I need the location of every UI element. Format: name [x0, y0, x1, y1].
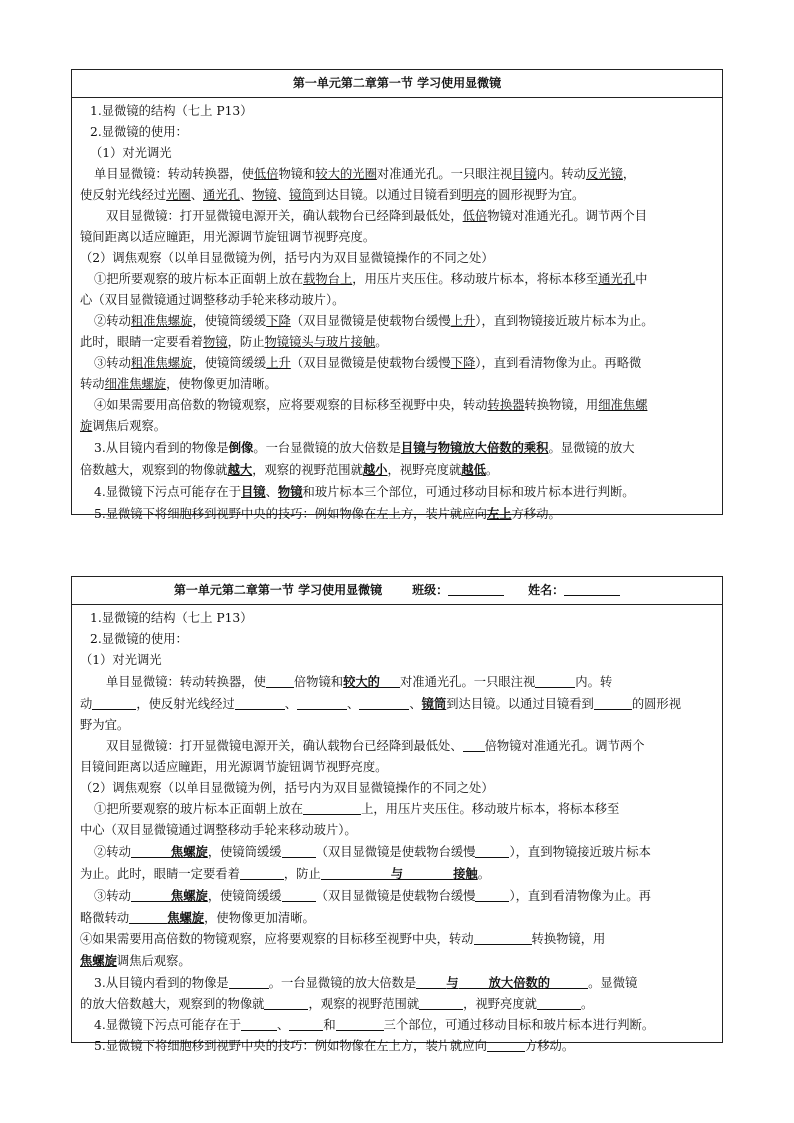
line-bino-2: 目镜间距离以适应瞳距，用光源调节旋钮调节视野亮度。 — [80, 760, 388, 774]
line-step1-b: 中心（双目显微镜通过调整移动手轮来移动玻片）。 — [80, 823, 357, 837]
line-step3-a: ③转动 焦螺旋，使镜筒缓缓 （双目显微镜是使载物台缓慢 ），直到看清物像为止。再 — [94, 888, 651, 903]
answer-blank[interactable] — [229, 974, 269, 989]
line-light-heading: （1）对光调光 — [80, 653, 162, 667]
answer-blank[interactable] — [594, 695, 632, 710]
answer-blank[interactable] — [359, 695, 409, 710]
answer-blank[interactable] — [475, 887, 509, 902]
line-step3-a: ③转动粗准焦螺旋，使镜筒缓缓上升（双目显微镜是使载物台缓慢下降），直到看清物像为止。再略微 — [94, 356, 642, 370]
answer-blank[interactable] — [131, 887, 171, 902]
line-dirt: 4.显微镜下污点可能存在于目镜、物镜和玻片标本三个部位，可通过移动目标和玻片标本进行判断。 — [94, 484, 635, 499]
answer-blank[interactable] — [463, 737, 485, 752]
line-step4-a: ④如果需要用高倍数的物镜观察，应将要观察的目标移至视野中央，转动转换器转换物镜，用细准焦螺 — [94, 398, 648, 412]
answer-blank[interactable] — [321, 865, 391, 880]
line-image-a: 3.从目镜内看到的物像是 。一台显微镜的放大倍数是 与 放大倍数的 。显微镜 — [94, 975, 638, 990]
line-step1-a: ①把所要观察的玻片标本正面朝上放在 上，用压片夹压住。移动玻片标本，将标本移至 — [94, 802, 620, 816]
answer-blank[interactable] — [235, 695, 285, 710]
line-move: 5.显微镜下将细胞移到视野中央的技巧：例如物像在左上方，装片就应向左上方移动。 — [94, 506, 561, 521]
answer-blank[interactable] — [264, 995, 308, 1010]
worksheet — [71, 576, 723, 1053]
answer-blank[interactable] — [131, 843, 171, 858]
line-dirt: 4.显微镜下污点可能存在于 、 和 三个部位，可通过移动目标和玻片标本进行判断。 — [94, 1018, 655, 1032]
line-focus-heading: （2）调焦观察（以单目显微镜为例，括号内为双目显微镜操作的不同之处） — [80, 251, 494, 265]
line-step2-b: 为止。此时，眼睛一定要看着 ，防止 与 接触。 — [80, 866, 491, 881]
line-step2-b: 此时，眼睛一定要看着物镜，防止物镜镜头与玻片接触。 — [80, 335, 388, 349]
line-step4-a: ④如果需要用高倍数的物镜观察，应将要观察的目标移至视野中央，转动 转换物镜，用 — [80, 932, 606, 946]
answer-blank[interactable] — [380, 673, 400, 688]
line-mono-2: 动 ，使反射光线经过 、 、 、镜筒到达目镜。以通过目镜看到 的圆形视 — [80, 696, 682, 711]
answer-blank[interactable] — [475, 843, 509, 858]
answer-blank[interactable] — [419, 995, 463, 1010]
line-light-heading: （1）对光调光 — [90, 146, 172, 160]
answer-blank[interactable] — [129, 909, 167, 924]
line-bino-1: 双目显微镜：打开显微镜电源开关，确认载物台已经降到最低处，低倍物镜对准通光孔。调节两个目 — [106, 209, 648, 223]
answer-blank[interactable] — [416, 974, 446, 989]
line-step1-a: ①把所要观察的玻片标本正面朝上放在载物台上，用压片夹压住。移动玻片标本，将标本移至通光孔中 — [94, 272, 648, 286]
line-mono-1: 单目显微镜：转动转换器，使低倍物镜和较大的光圈对准通光孔。一只眼注视目镜内。转动反光镜， — [94, 167, 636, 181]
name-blank[interactable] — [564, 581, 620, 596]
line-image-b: 的放大倍数越大，观察到的物像就 ，观察的视野范围就 ，视野亮度就 。 — [80, 997, 594, 1011]
answer-blank[interactable] — [303, 800, 361, 815]
line-image-b: 倍数越大，观察到的物像就越大，观察的视野范围就越小，视野亮度就越低。 — [80, 462, 499, 477]
answer-blank[interactable] — [297, 695, 347, 710]
class-label: 班级： — [412, 583, 449, 597]
answer-blank[interactable] — [403, 865, 453, 880]
answer-blank[interactable] — [535, 673, 575, 688]
answer-sheet — [71, 69, 723, 521]
answer-blank[interactable] — [282, 843, 316, 858]
line-mono-2: 使反射光线经过光圈、通光孔、物镜、镜筒到达目镜。以通过目镜看到明亮的圆形视野为宜。 — [80, 188, 585, 202]
sheet-title: 第一单元第二章第一节 学习使用显微镜 — [72, 70, 722, 98]
answer-blank[interactable] — [474, 930, 532, 945]
line-usage: 2.显微镜的使用： — [90, 632, 188, 646]
answer-blank[interactable] — [459, 974, 489, 989]
answer-blank[interactable] — [240, 865, 284, 880]
answer-blank[interactable] — [537, 995, 581, 1010]
line-step4-b: 旋调焦后观察。 — [80, 419, 167, 433]
line-bino-2: 镜间距离以适应瞳距，用光源调节旋钮调节视野亮度。 — [80, 230, 376, 244]
line-step4-b: 焦螺旋调焦后观察。 — [80, 953, 191, 968]
answer-blank[interactable] — [266, 673, 294, 688]
answer-blank[interactable] — [487, 1037, 525, 1052]
line-focus-heading: （2）调焦观察（以单目显微镜为例，括号内为双目显微镜操作的不同之处） — [80, 781, 494, 795]
answer-blank[interactable] — [289, 1016, 323, 1031]
line-mono-3: 野为宜。 — [80, 718, 130, 732]
answer-blank[interactable] — [92, 695, 136, 710]
line-mono-1: 单目显微镜：转动转换器，使 倍物镜和较大的 对准通光孔。一只眼注视 内。转 — [106, 674, 613, 689]
sheet-title: 第一单元第二章第一节 学习使用显微镜 班级： 姓名： — [72, 577, 722, 605]
line-move: 5.显微镜下将细胞移到视野中央的技巧：例如物像在左上方，装片就应向 方移动。 — [94, 1039, 575, 1053]
answer-blank[interactable] — [336, 1016, 384, 1031]
line-image-a: 3.从目镜内看到的物像是倒像。一台显微镜的放大倍数是目镜与物镜放大倍数的乘积。显微镜的放大 — [94, 440, 635, 455]
line-structure: 1.显微镜的结构（七上 P13） — [90, 611, 253, 625]
sheet-body — [72, 98, 722, 525]
line-structure: 1.显微镜的结构（七上 P13） — [90, 104, 253, 118]
answer-blank[interactable] — [282, 887, 316, 902]
line-step2-a: ②转动 焦螺旋，使镜筒缓缓 （双目显微镜是使载物台缓慢 ），直到物镜接近玻片标本 — [94, 844, 651, 859]
line-step2-a: ②转动粗准焦螺旋，使镜筒缓缓下降（双目显微镜是使载物台缓慢上升），直到物镜接近玻片标本为止。 — [94, 314, 654, 328]
answer-blank[interactable] — [550, 974, 588, 989]
line-step3-b: 转动细准焦螺旋，使物像更加清晰。 — [80, 377, 277, 391]
line-usage: 2.显微镜的使用： — [90, 125, 188, 139]
class-blank[interactable] — [448, 581, 504, 596]
line-step1-b: 心（双目显微镜通过调整移动手轮来移动玻片）。 — [80, 293, 345, 307]
answer-blank[interactable] — [241, 1016, 277, 1031]
line-bino-1: 双目显微镜：打开显微镜电源开关，确认载物台已经降到最低处、 倍物镜对准通光孔。调节两个 — [106, 739, 645, 753]
name-label: 姓名： — [528, 583, 565, 597]
line-step3-b: 略微转动 焦螺旋，使物像更加清晰。 — [80, 910, 315, 925]
sheet-body — [72, 605, 722, 1057]
